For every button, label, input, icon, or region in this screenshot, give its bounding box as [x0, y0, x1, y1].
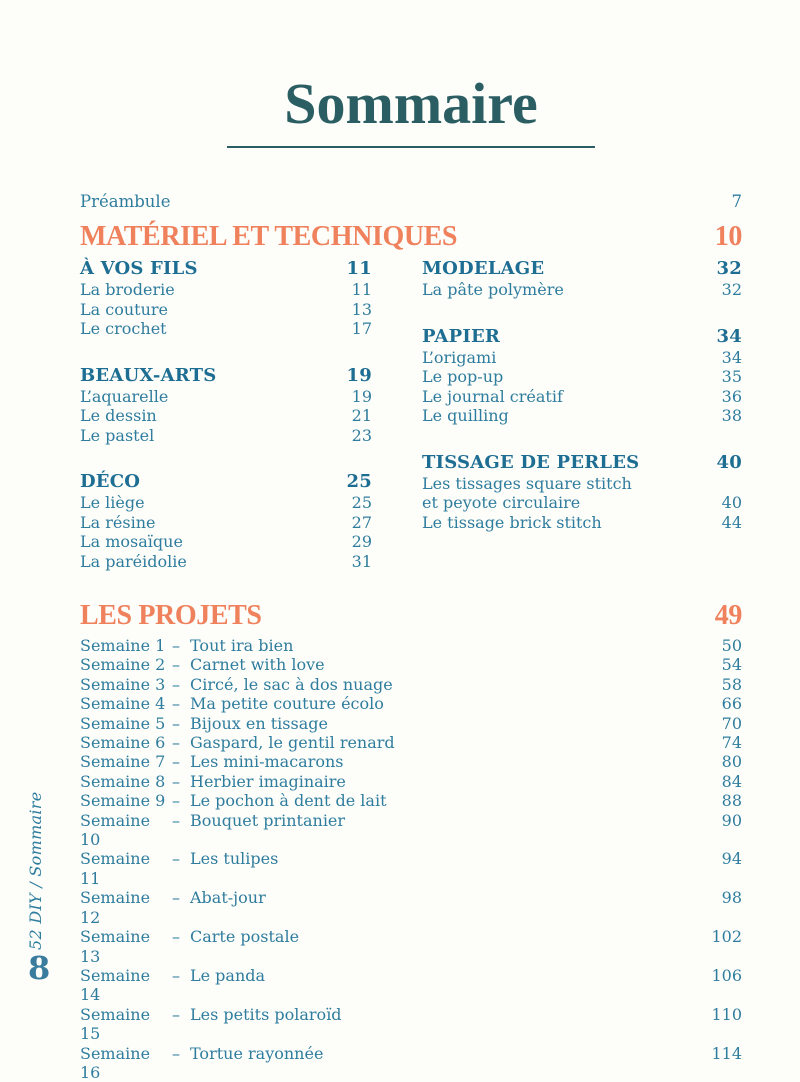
preamble-page: 7: [731, 192, 742, 211]
project-row: [80, 655, 742, 674]
entry-label: Le crochet: [80, 319, 167, 338]
project-label: Carnet with love: [190, 655, 325, 675]
dash-separator: –: [172, 713, 180, 733]
entry-page: 23: [351, 425, 372, 445]
toc-entry: [422, 474, 742, 513]
project-row: [80, 849, 742, 888]
part1-page: 10: [714, 221, 742, 252]
section-deco: [80, 471, 372, 571]
section-page: 40: [716, 451, 742, 473]
section-header: [422, 258, 742, 280]
project-row: [80, 791, 742, 810]
project-week: Semaine 12: [80, 888, 151, 927]
entry-page: 21: [351, 406, 372, 425]
page-title: Sommaire: [284, 71, 538, 136]
project-label: Bijoux en tissage: [190, 713, 328, 733]
entry-page: 25: [351, 493, 372, 512]
project-week: Semaine 1: [80, 636, 166, 655]
techniques-columns: [80, 258, 742, 597]
project-page: 102: [711, 927, 742, 947]
dash-separator: –: [172, 849, 180, 869]
project-label: Tortue rayonnée: [190, 1043, 324, 1063]
project-page: 114: [711, 1043, 742, 1063]
project-row: [80, 714, 742, 733]
part2-page: 49: [714, 600, 742, 631]
project-label: Ma petite couture écolo: [190, 694, 384, 714]
section-modelage: [422, 258, 742, 300]
project-page: 58: [721, 674, 742, 694]
entry-page: 31: [351, 551, 372, 571]
dash-separator: –: [172, 888, 180, 908]
project-page: 90: [721, 810, 742, 830]
project-page: 54: [721, 655, 742, 675]
project-row: [80, 966, 742, 1005]
project-page: 106: [711, 965, 742, 985]
toc-entry: [80, 552, 372, 572]
project-week: Semaine 11: [80, 849, 151, 888]
project-page: 94: [721, 849, 742, 869]
dash-separator: –: [172, 771, 180, 791]
section-title: DÉCO: [80, 471, 141, 492]
project-week: Semaine 16: [80, 1043, 151, 1082]
section-papier: [422, 326, 742, 426]
project-row: [80, 733, 742, 752]
project-week: Semaine 15: [80, 1004, 151, 1044]
project-label: Abat-jour: [190, 888, 266, 908]
dash-separator: –: [172, 965, 180, 985]
project-label: Le panda: [190, 965, 266, 985]
section-page: 11: [346, 258, 372, 279]
entry-label: L’origami: [422, 347, 497, 367]
entry-label: Le pastel: [80, 425, 155, 445]
dash-separator: –: [172, 674, 180, 694]
project-page: 70: [721, 713, 742, 733]
project-label: Bouquet printanier: [190, 810, 346, 830]
project-row: [80, 675, 742, 694]
project-page: 50: [721, 636, 742, 655]
project-label: Herbier imaginaire: [190, 771, 346, 791]
section-title: TISSAGE DE PERLES: [422, 451, 640, 473]
entry-label: Le quilling: [422, 406, 509, 425]
entry-label: Le pop-up: [422, 367, 504, 386]
project-label: Carte postale: [190, 927, 300, 947]
entry-page: 36: [721, 386, 742, 406]
toc-entry: [80, 280, 372, 300]
entry-label: Le dessin: [80, 406, 157, 425]
entry-label: Le liège: [80, 493, 145, 512]
right-column: [422, 258, 742, 558]
entry-page: 34: [721, 347, 742, 367]
project-page: 74: [721, 733, 742, 753]
project-page: 80: [721, 752, 742, 772]
project-row: [80, 1044, 742, 1082]
page-number: 8: [28, 949, 51, 987]
toc-entry: [80, 532, 372, 552]
entry-label: [422, 474, 632, 513]
toc-entry: [422, 406, 742, 426]
project-page: 84: [721, 771, 742, 791]
entry-page: 27: [351, 512, 372, 532]
project-label: Tout ira bien: [190, 636, 294, 655]
section-page: 32: [716, 258, 742, 279]
entry-label-line1: Les tissages square stitch: [422, 473, 632, 493]
project-row: [80, 811, 742, 850]
project-label: Circé, le sac à dos nuage: [190, 674, 393, 694]
project-page: 110: [711, 1004, 742, 1024]
project-week: Semaine 7: [80, 752, 166, 772]
entry-page: 35: [721, 367, 742, 386]
part2-title: LES PROJETS: [80, 600, 262, 631]
toc-entry: [422, 367, 742, 387]
dash-separator: –: [172, 636, 180, 655]
entry-label: La broderie: [80, 280, 175, 299]
project-row: [80, 1005, 742, 1044]
entry-page: 40: [721, 493, 742, 512]
page-title-block: [80, 71, 742, 148]
part1-title: MATÉRIEL ET TECHNIQUES: [80, 221, 458, 252]
project-row: [80, 636, 742, 655]
project-page: 88: [721, 791, 742, 811]
project-label: Gaspard, le gentil renard: [190, 733, 395, 753]
spine-text: 52 DIY / Sommaire: [26, 791, 45, 950]
section-page: 19: [346, 364, 372, 386]
dash-separator: –: [172, 1043, 180, 1063]
project-row: [80, 927, 742, 966]
entry-label: La couture: [80, 299, 168, 319]
project-row: [80, 888, 742, 927]
project-page: 66: [721, 694, 742, 714]
entry-page: 13: [351, 299, 372, 319]
section-title: À VOS FILS: [80, 258, 198, 279]
section-header: [422, 326, 742, 348]
project-page: 98: [721, 888, 742, 908]
toc-entry: [422, 387, 742, 407]
project-week: Semaine 13: [80, 927, 151, 966]
entry-label: La paréidolie: [80, 551, 187, 571]
toc-entry: [422, 280, 742, 300]
entry-page: 32: [721, 280, 742, 299]
section-page: 25: [346, 471, 372, 492]
dash-separator: –: [172, 791, 180, 811]
entry-label: Le tissage brick stitch: [422, 512, 602, 532]
part1-title-row: [80, 222, 742, 252]
project-week: Semaine 6: [80, 733, 166, 753]
dash-separator: –: [172, 1004, 180, 1024]
left-column: [80, 258, 372, 597]
entry-label: La résine: [80, 512, 156, 532]
section-header: [80, 258, 372, 280]
project-week: Semaine 2: [80, 655, 166, 675]
section-a-vos-fils: [80, 258, 372, 339]
section-beaux-arts: [80, 365, 372, 446]
toc-entry: [80, 387, 372, 407]
entry-label: La pâte polymère: [422, 280, 564, 299]
toc-entry: [80, 319, 372, 339]
entry-label: L’aquarelle: [80, 386, 169, 406]
dash-separator: –: [172, 733, 180, 753]
toc-entry: [80, 493, 372, 513]
project-week: Semaine 14: [80, 965, 151, 1005]
entry-page: 19: [351, 386, 372, 406]
project-week: Semaine 10: [80, 810, 151, 850]
section-header: [422, 452, 742, 474]
section-title: BEAUX-ARTS: [80, 364, 217, 386]
toc-entry: [422, 513, 742, 533]
project-label: Le pochon à dent de lait: [190, 791, 387, 811]
section-title: MODELAGE: [422, 258, 545, 279]
project-row: [80, 772, 742, 791]
project-week: Semaine 8: [80, 771, 166, 791]
project-week: Semaine 3: [80, 674, 166, 694]
preamble-row: [80, 192, 742, 211]
entry-label: Le journal créatif: [422, 386, 563, 406]
dash-separator: –: [172, 810, 180, 830]
project-week: Semaine 9: [80, 791, 166, 811]
projects-list: [80, 636, 742, 1082]
entry-page: 38: [721, 406, 742, 425]
section-tissage-de-perles: [422, 452, 742, 533]
project-row: [80, 694, 742, 713]
project-row: [80, 752, 742, 771]
section-title: PAPIER: [422, 325, 501, 347]
project-week: Semaine 4: [80, 694, 166, 714]
toc-entry: [422, 348, 742, 368]
section-header: [80, 365, 372, 387]
entry-page: 11: [351, 280, 372, 299]
section-page: 34: [716, 325, 742, 347]
dash-separator: –: [172, 655, 180, 675]
toc-entry: [80, 513, 372, 533]
toc-entry: [80, 406, 372, 426]
dash-separator: –: [172, 752, 180, 772]
toc-entry: [80, 300, 372, 320]
project-label: Les petits polaroïd: [190, 1004, 342, 1024]
entry-page: 29: [351, 532, 372, 551]
dash-separator: –: [172, 927, 180, 947]
project-week: Semaine 5: [80, 713, 166, 733]
entry-label: La mosaïque: [80, 532, 183, 551]
title-rule: [227, 146, 595, 148]
section-header: [80, 471, 372, 493]
part2-title-row: [80, 601, 742, 631]
entry-label-line2: et peyote circulaire: [422, 493, 581, 512]
entry-page: 17: [351, 319, 372, 338]
project-label: Les mini-macarons: [190, 752, 344, 772]
toc-entry: [80, 426, 372, 446]
preamble-label: Préambule: [80, 192, 171, 211]
entry-page: 44: [721, 512, 742, 532]
dash-separator: –: [172, 694, 180, 714]
project-label: Les tulipes: [190, 849, 279, 869]
